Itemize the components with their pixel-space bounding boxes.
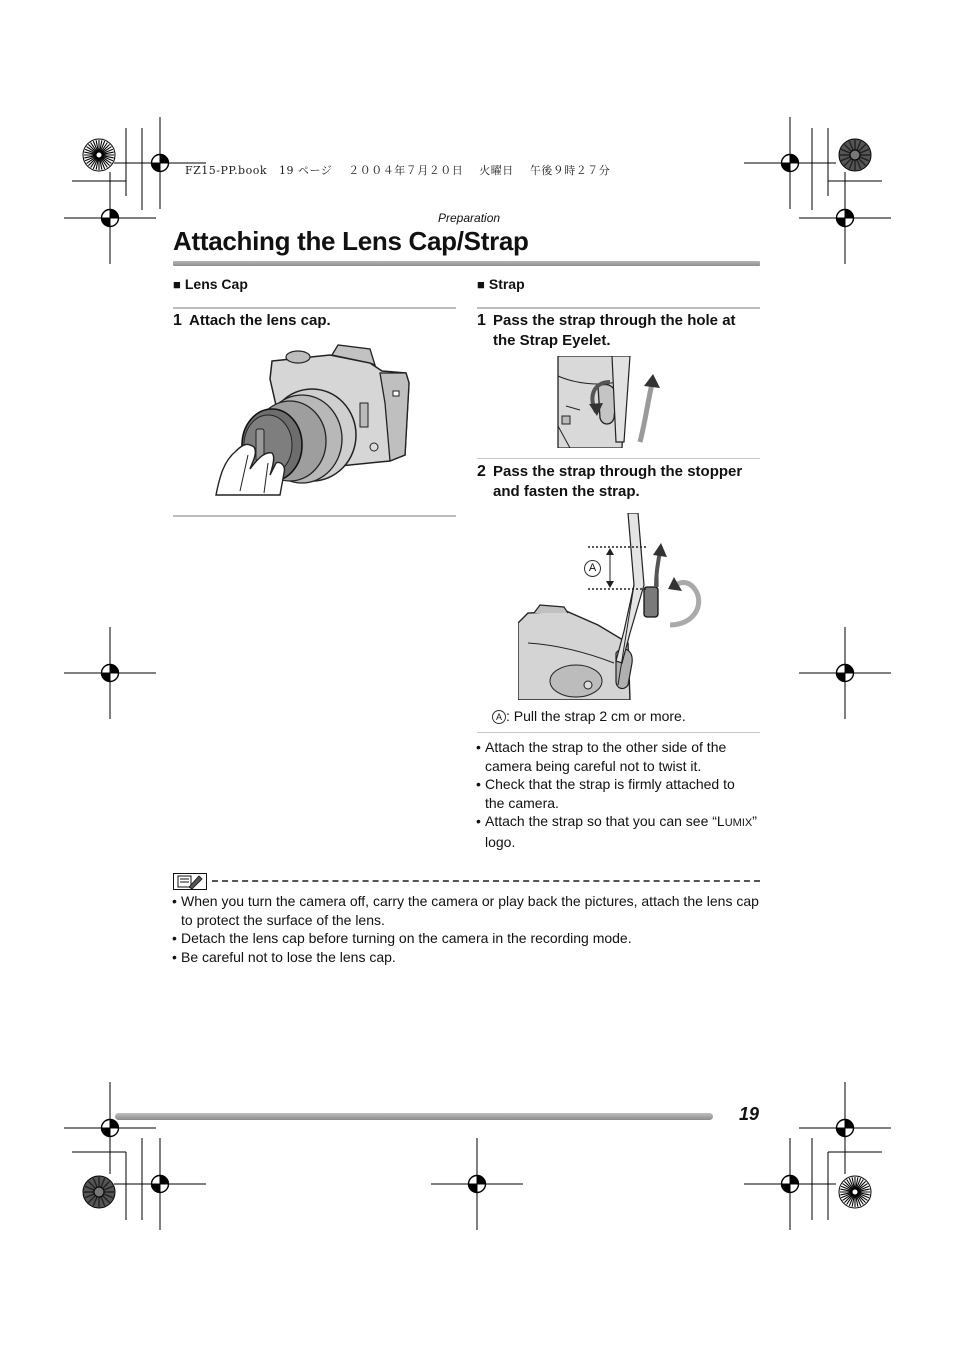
footer-bar xyxy=(115,1113,713,1120)
bullet-item: • Check that the strap is firmly attached to the camera. xyxy=(476,775,758,812)
bullet-item: • Attach the strap to the other side of the camera being careful not to twist it. xyxy=(476,738,758,775)
note-item: • Detach the lens cap before turning on the camera in the recording mode. xyxy=(172,929,760,948)
print-slug-line xyxy=(185,162,610,178)
slug-date: ２００４年７月２０日 xyxy=(348,164,464,177)
step-number: 1 xyxy=(173,312,182,329)
step-text: Pass the strap through the hole at the Strap Eyelet. xyxy=(493,312,736,349)
slug-time: 午後９時２７分 xyxy=(529,164,611,177)
section-label: Preparation xyxy=(438,211,501,225)
callout-a xyxy=(584,559,601,577)
slug-page-suffix: ページ xyxy=(298,164,333,177)
strap-fasten-illustration xyxy=(518,513,703,700)
lens-cap-rule-bottom xyxy=(173,515,456,517)
lens-cap-heading xyxy=(173,276,248,292)
square-bullet-icon: ■ xyxy=(173,277,181,292)
strap-bullet-list xyxy=(476,738,758,851)
step-text: Attach the lens cap. xyxy=(189,312,331,329)
notes-list xyxy=(172,892,760,966)
memo-pencil-icon xyxy=(173,873,207,890)
slug-book: FZ15-PP.book xyxy=(185,164,268,177)
strap-heading xyxy=(477,276,525,292)
note-marker: A xyxy=(492,710,506,724)
strap-eyelet-illustration xyxy=(556,356,668,448)
page-number: 19 xyxy=(739,1104,760,1124)
brand-rest: UMIX xyxy=(724,817,753,829)
callout-letter: A xyxy=(584,560,601,577)
slug-weekday: 火曜日 xyxy=(479,164,514,177)
strap-step-1 xyxy=(477,311,760,351)
strap-callout-note xyxy=(492,707,686,726)
strap-step-divider xyxy=(477,458,760,459)
note-item: • Be careful not to lose the lens cap. xyxy=(172,948,760,967)
slug-page: 19 xyxy=(279,164,295,177)
lens-cap-heading-text: Lens Cap xyxy=(184,276,248,292)
bullet-item xyxy=(476,812,758,851)
strap-step-2 xyxy=(477,462,760,502)
title-rule xyxy=(173,261,760,266)
step-text: Pass the strap through the stopper and fasten the strap. xyxy=(493,463,743,500)
notes-dashed-line xyxy=(212,880,760,882)
strap-notes-divider xyxy=(477,732,760,733)
square-bullet-icon: ■ xyxy=(477,277,485,292)
step-number: 1 xyxy=(477,312,486,329)
strap-heading-text: Strap xyxy=(488,276,525,292)
step-number: 2 xyxy=(477,463,486,480)
note-item: • When you turn the camera off, carry the camera or play back the pictures, attach the lens cap to protect the surface of the lens. xyxy=(172,892,760,929)
brand-letter: L xyxy=(716,813,725,829)
bullet-text-pre: Attach the strap so that you can see “ xyxy=(485,813,717,829)
camera-lens-cap-illustration xyxy=(210,343,415,500)
lens-cap-rule-top xyxy=(173,307,456,309)
strap-rule-top xyxy=(477,307,760,309)
lens-cap-step-1 xyxy=(173,311,456,331)
page-title: Attaching the Lens Cap/Strap xyxy=(173,226,529,256)
bullet-text-post: ” logo. xyxy=(485,813,757,850)
note-text: : Pull the strap 2 cm or more. xyxy=(506,708,686,724)
